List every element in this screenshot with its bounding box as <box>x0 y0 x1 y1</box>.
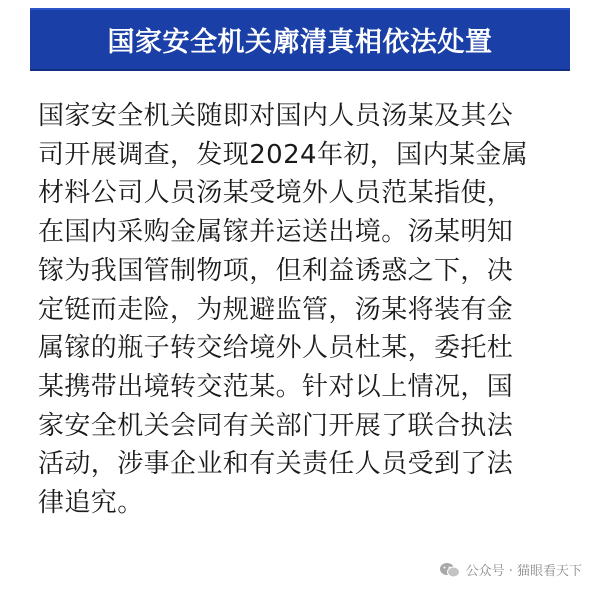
watermark <box>439 560 582 579</box>
article-line: 属镓的瓶子转交给境外人员杜某，委托杜 <box>38 333 514 364</box>
article-body <box>38 97 568 523</box>
article-line: 律追究。 <box>38 488 144 519</box>
article-line: 材料公司人员汤某受境外人员范某指使， <box>38 178 514 209</box>
article-line: 司开展调查，发现2024年初，国内某金属 <box>38 139 529 170</box>
article-line: 活动，涉事企业和有关责任人员受到了法 <box>38 449 514 480</box>
article-line: 家安全机关会同有关部门开展了联合执法 <box>38 410 514 441</box>
article-line: 在国内采购金属镓并运送出境。汤某明知 <box>38 217 514 248</box>
article-line: 定铤而走险，为规避监管，汤某将装有金 <box>38 294 514 325</box>
page-title: 国家安全机关廓清真相依法处置 <box>107 27 493 58</box>
article-line: 某携带出境转交范某。针对以上情况，国 <box>38 371 514 402</box>
watermark-text: 公众号 · 猫眼看天下 <box>465 564 582 579</box>
wechat-icon <box>439 562 461 578</box>
article-line: 国家安全机关随即对国内人员汤某及其公 <box>38 101 514 131</box>
article-line: 镓为我国管制物项，但利益诱惑之下，决 <box>38 255 514 286</box>
title-banner <box>30 8 570 71</box>
